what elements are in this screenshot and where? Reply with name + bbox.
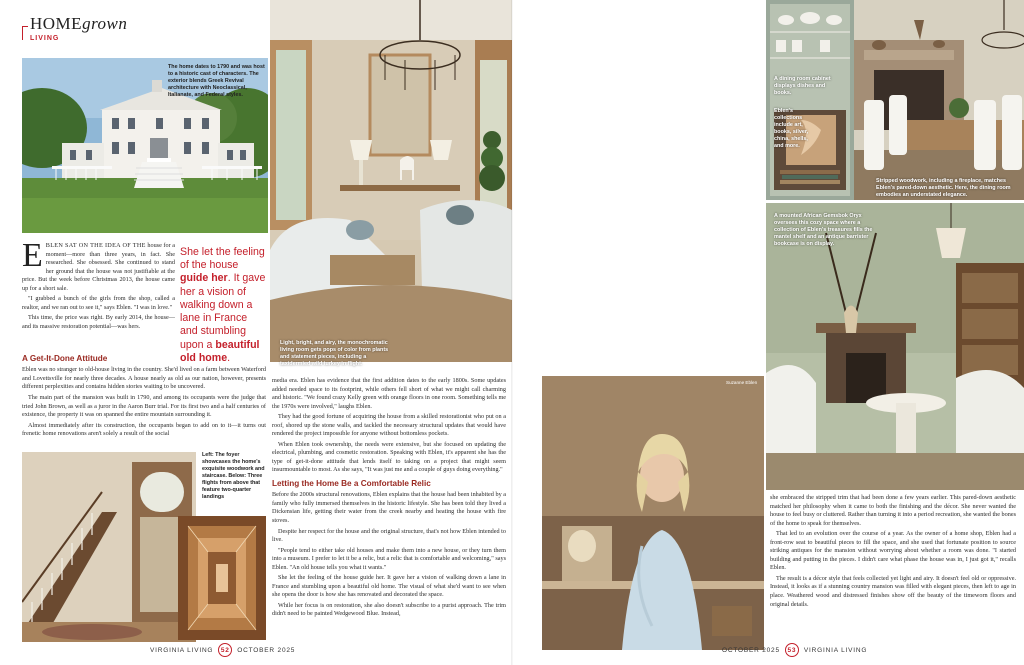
living-room-photo	[270, 0, 512, 362]
section2-heading: Letting the Home Be a Comfortable Relic	[272, 479, 431, 489]
folio-right: OCTOBER 2025 53 VIRGINIA LIVING	[722, 643, 867, 657]
right-column: she embraced the stripped trim that had been done a few years earlier. This pared-down aesthetic matched her philosophy when it came to both the finishing and the décor. She never wanted the house to feel busy or cluttered. Rather than turning it into a period recreation, she wanted the bones of the home to speak for themselves. That led to an evolution over the course of a year. As the owner of a home shop, Eblen had a front-row seat to beautiful pieces to fill the space, and she used that fortunate position to source striking antiques for the mansion without worrying about whether a room was done. "I started building and putting in the pieces. I didn't care what phase the house was in, I just got it," recalls Eblen. The result is a décor style that feels collected yet light and airy. It doesn't feel old or oppressive. Instead, it looks as if a stunning country mansion was filled with elegant pieces, then left to age in place. Weathered wood and distressed finishes show off the beauty of the timeworn floors and original details.	[770, 494, 1016, 608]
drop-cap: E	[22, 237, 43, 274]
foyer-caption: Left: The foyer showcases the home's exquisite woodwork and staircase. Below: Three flights from above that feature two-quarter landings	[202, 452, 265, 501]
section-brand: HOMEgrown	[30, 14, 128, 33]
photo-credit: Suzanne Eblen	[726, 380, 758, 385]
section1-heading: A Get-It-Done Attitude	[22, 354, 108, 363]
dining-room-photo	[854, 0, 1024, 200]
gemsbok-caption: A mounted African Gemsbok Oryx oversees this cozy space where a collection of Eblen's treasures fills the mantel shelf and an antique barrister bookcase is on display.	[774, 213, 873, 248]
section-label: LIVING	[30, 35, 60, 42]
cabinet-photo	[766, 0, 854, 200]
pull-quote: She let the feeling of the house guide her. It gave her a vision of walking down a lane in France and stumbling upon a beautiful old home.	[180, 246, 266, 364]
staircase-top-photo	[178, 516, 266, 640]
folio-left: VIRGINIA LIVING 52 OCTOBER 2025	[150, 643, 295, 657]
portrait-photo	[542, 376, 764, 650]
cabinet-caption: A dining room cabinet displays dishes and books.	[774, 76, 831, 97]
intro-column: EBLEN SAT ON THE IDEA OF THE house for a moment—more than three years, in fact. She researched. She obsessed. She continued to stand her ground that the house was not justifiable at the price. But the week before Christmas 2013, the house came up for a short sale. "I grabbed a bunch of the girls from the shop, called a realtor, and we ran out to see it," says Eblen. "I was in love." This time, the price was right. By early 2014, the house—and its massive restoration potential—was hers.	[22, 237, 176, 330]
foyer-photo	[22, 452, 196, 642]
living-room-caption: Light, bright, and airy, the monochromatic living room gets pops of color from plants and statement pieces, including a taxidermied wild turkey in flight.	[280, 340, 389, 368]
dining-caption: Stripped woodwork, including a fireplace, matches Eblen's pared-down aesthetic. Here, the dining room embodies an understated elegance.	[876, 178, 1011, 199]
section1-column: A Get-It-Done Attitude Eblen was no stranger to old-house living in the country. She'd lived on a farm between Waterford and Lovettsville for nearly three decades. A house nearly as old as our nation, however, presents different perplexities and contains hidden stories waiting to be uncovered. The main part of the mansion was built in 1790, and among its occupants were the judge that tried John Brown, as well as a juror in the Aaron Burr trial. For its first two and a half centuries of existence, the property it was on spanned the entire mountain surrounding it. Almost immediately after its construction, the occupants began to add on to it—it turns out frenetic home renovations aren't solely a result of the social	[22, 354, 266, 438]
middle-column: media era. Eblen has evidence that the first addition dates to the early 1800s. Some updates added needed space to its footprint, while others fell short of what we might call charming and historic. "We found crazy Kelly green with orange floors in one room. Something tells me the 1970s were involved," laughs Eblen. They had the good fortune of acquiring the house from a skilled restorationist who put on a roof, shored up the stone walls, and tackled the necessary structural updates that would have rendered the project impossible for anyone without bottomless pockets. When Eblen took ownership, the needs were extensive, but she focused on updating the electrical, plumbing, and cosmetic restoration. Speaking with Eblen, it's apparent she has the type of get-it-done attitude that lends itself to taking on a project that might seem insurmountable to most. As she says, "It was just me and a couple of guys doing everything." Letting the Home Be a Comfortable Relic Before the 2000s structural renovations, Eblen explains that the house had been inhabited by a family who fully immersed themselves in the historic lifestyle. She has been told they lived a Dickensian life, getting their water from the creek nearby and heating the house with fire stoves. Despite her respect for the house and the original structure, that's not how Eblen intended to live. "People tend to either take old houses and make them into a new house, or they turn them into a museum. I prefer to let it be a relic, but a relic that is comfortable and welcoming," says Eblen. "An old house tells you what it wants." She let the feeling of the house guide her. It gave her a vision of walking down a lane in France and stumbling upon a beautiful old home. The visual of what she'd want to see when she opens the door is how she has renovated and decorated the space. While her focus is on restoration, she also doesn't subscribe to a purist approach. The trim didn't need to be painted Wedgewood Blue. Instead,	[272, 377, 506, 618]
section-header	[30, 14, 127, 42]
house-caption: The home dates to 1790 and was host to a historic cast of characters. The exterior blends Greek Revival architecture with Neoclassical, Italianate, and Federal styles.	[168, 64, 265, 99]
collections-caption: Eblen's collections include art, books, silver, china, shells, and more.	[774, 108, 809, 150]
page-right	[512, 0, 1024, 665]
corner-bracket-icon	[22, 26, 28, 40]
